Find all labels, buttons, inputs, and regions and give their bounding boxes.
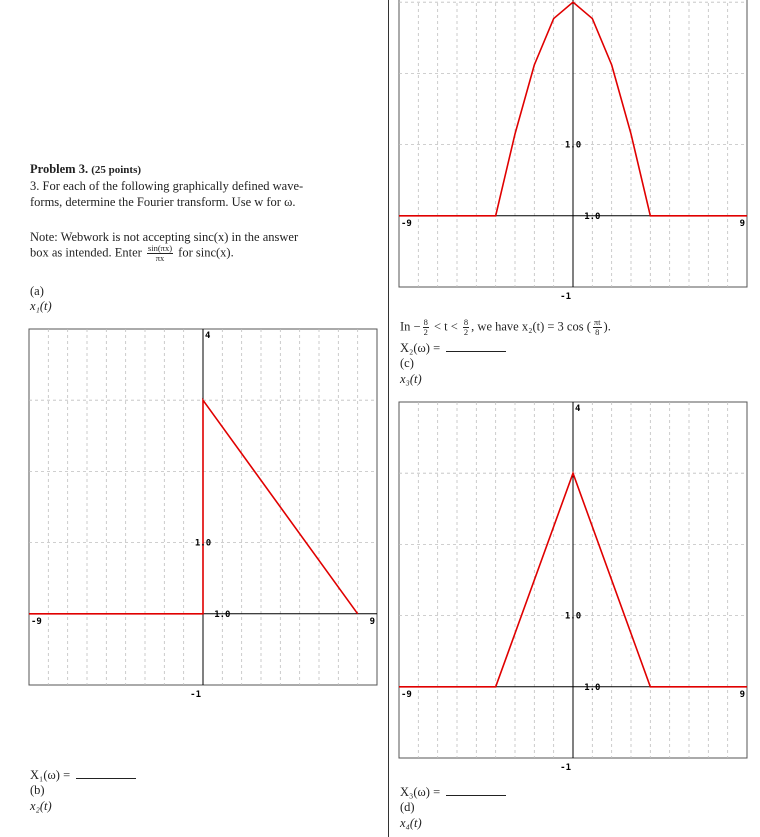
part-b-frac-1-num: 8 <box>423 317 428 327</box>
part-d-label: (d) <box>400 800 415 814</box>
graph-x3-xmin-label: -9 <box>401 689 412 700</box>
part-b-frac-2-den: 2 <box>463 327 469 337</box>
part-b-frac-2-num: 8 <box>463 317 469 327</box>
problem-title: Problem 3. <box>30 162 89 176</box>
sinc-numerator: sin(πx) <box>147 243 173 253</box>
part-b-description <box>400 318 611 337</box>
part-b-frac-1-den: 2 <box>423 327 428 337</box>
part-a-label: (a) <box>30 284 44 298</box>
part-a-answer-label: X₁(ω) = <box>30 768 71 782</box>
part-a-answer <box>30 767 136 783</box>
part-d-signal: x₄(t) <box>400 816 422 830</box>
graph-x2 <box>398 0 748 302</box>
graph-x2-yunit-label: 1.0 <box>564 140 582 151</box>
graph-x1-xmax-label: 9 <box>369 616 375 627</box>
graph-x1-yunit-label: 1.0 <box>194 538 212 549</box>
graph-x1 <box>28 328 378 700</box>
column-divider <box>388 0 389 837</box>
graph-x2-xunit-label: 1.0 <box>584 211 601 222</box>
part-b-frac-3-num: πt <box>593 317 601 327</box>
note-line-1: Note: Webwork is not accepting sinc(x) in the answer <box>30 230 299 244</box>
graph-x1-ymin-label: -1 <box>190 690 201 700</box>
part-a-signal: x₁(t) <box>30 299 52 313</box>
problem-points: (25 points) <box>91 164 142 176</box>
part-c-answer-blank[interactable] <box>446 784 506 796</box>
graph-x3-ymin-label: -1 <box>560 763 571 773</box>
instruction-line-2: forms, determine the Fourier transform. Use w for ω. <box>30 195 296 209</box>
sinc-fraction <box>147 244 173 263</box>
graph-x2-xmax-label: 9 <box>739 218 745 229</box>
part-b-desc-pre: In − <box>400 319 421 334</box>
part-c-label: (c) <box>400 356 414 370</box>
part-c-answer-label: X₃(ω) = <box>400 785 441 799</box>
part-b-frac-3-den: 8 <box>595 327 600 337</box>
note-text-pre: box as intended. Enter <box>30 245 142 260</box>
graph-x1-ymax-label: 4 <box>205 331 211 341</box>
graph-x1-xunit-label: 1.0 <box>214 609 231 620</box>
problem-heading <box>30 161 141 178</box>
graph-x3 <box>398 401 748 773</box>
part-b-answer <box>400 340 506 356</box>
instruction-line-1: 3. For each of the following graphically defined wave- <box>30 179 304 193</box>
graph-x3-xmax-label: 9 <box>739 689 745 700</box>
graph-x3-ymax-label: 4 <box>575 404 581 414</box>
part-b-frac-2 <box>463 318 469 337</box>
graph-x3-yunit-label: 1.0 <box>564 611 582 622</box>
part-b-frac-1 <box>423 318 429 337</box>
part-b-signal: x₂(t) <box>30 799 52 813</box>
graph-x1-xmin-label: -9 <box>31 616 42 627</box>
part-c-answer <box>400 784 506 800</box>
note-text-post: for sinc(x). <box>178 245 234 260</box>
graph-x2-ymin-label: -1 <box>560 292 571 302</box>
part-a-answer-blank[interactable] <box>76 767 136 779</box>
part-b-desc-post1: , we have x₂(t) = 3 cos ( <box>471 319 591 334</box>
graph-x2-xmin-label: -9 <box>401 218 412 229</box>
note-line-2 <box>30 244 234 263</box>
part-b-label: (b) <box>30 783 45 797</box>
part-c-signal: x₃(t) <box>400 372 422 386</box>
part-b-frac-3 <box>593 318 602 337</box>
part-b-desc-post2: ). <box>603 319 611 334</box>
part-b-desc-mid: < t < <box>433 319 458 334</box>
part-b-answer-label: X₂(ω) = <box>400 341 441 355</box>
part-b-answer-blank[interactable] <box>446 340 506 352</box>
graph-x3-xunit-label: 1.0 <box>584 682 601 693</box>
sinc-denominator: πx <box>155 253 165 263</box>
